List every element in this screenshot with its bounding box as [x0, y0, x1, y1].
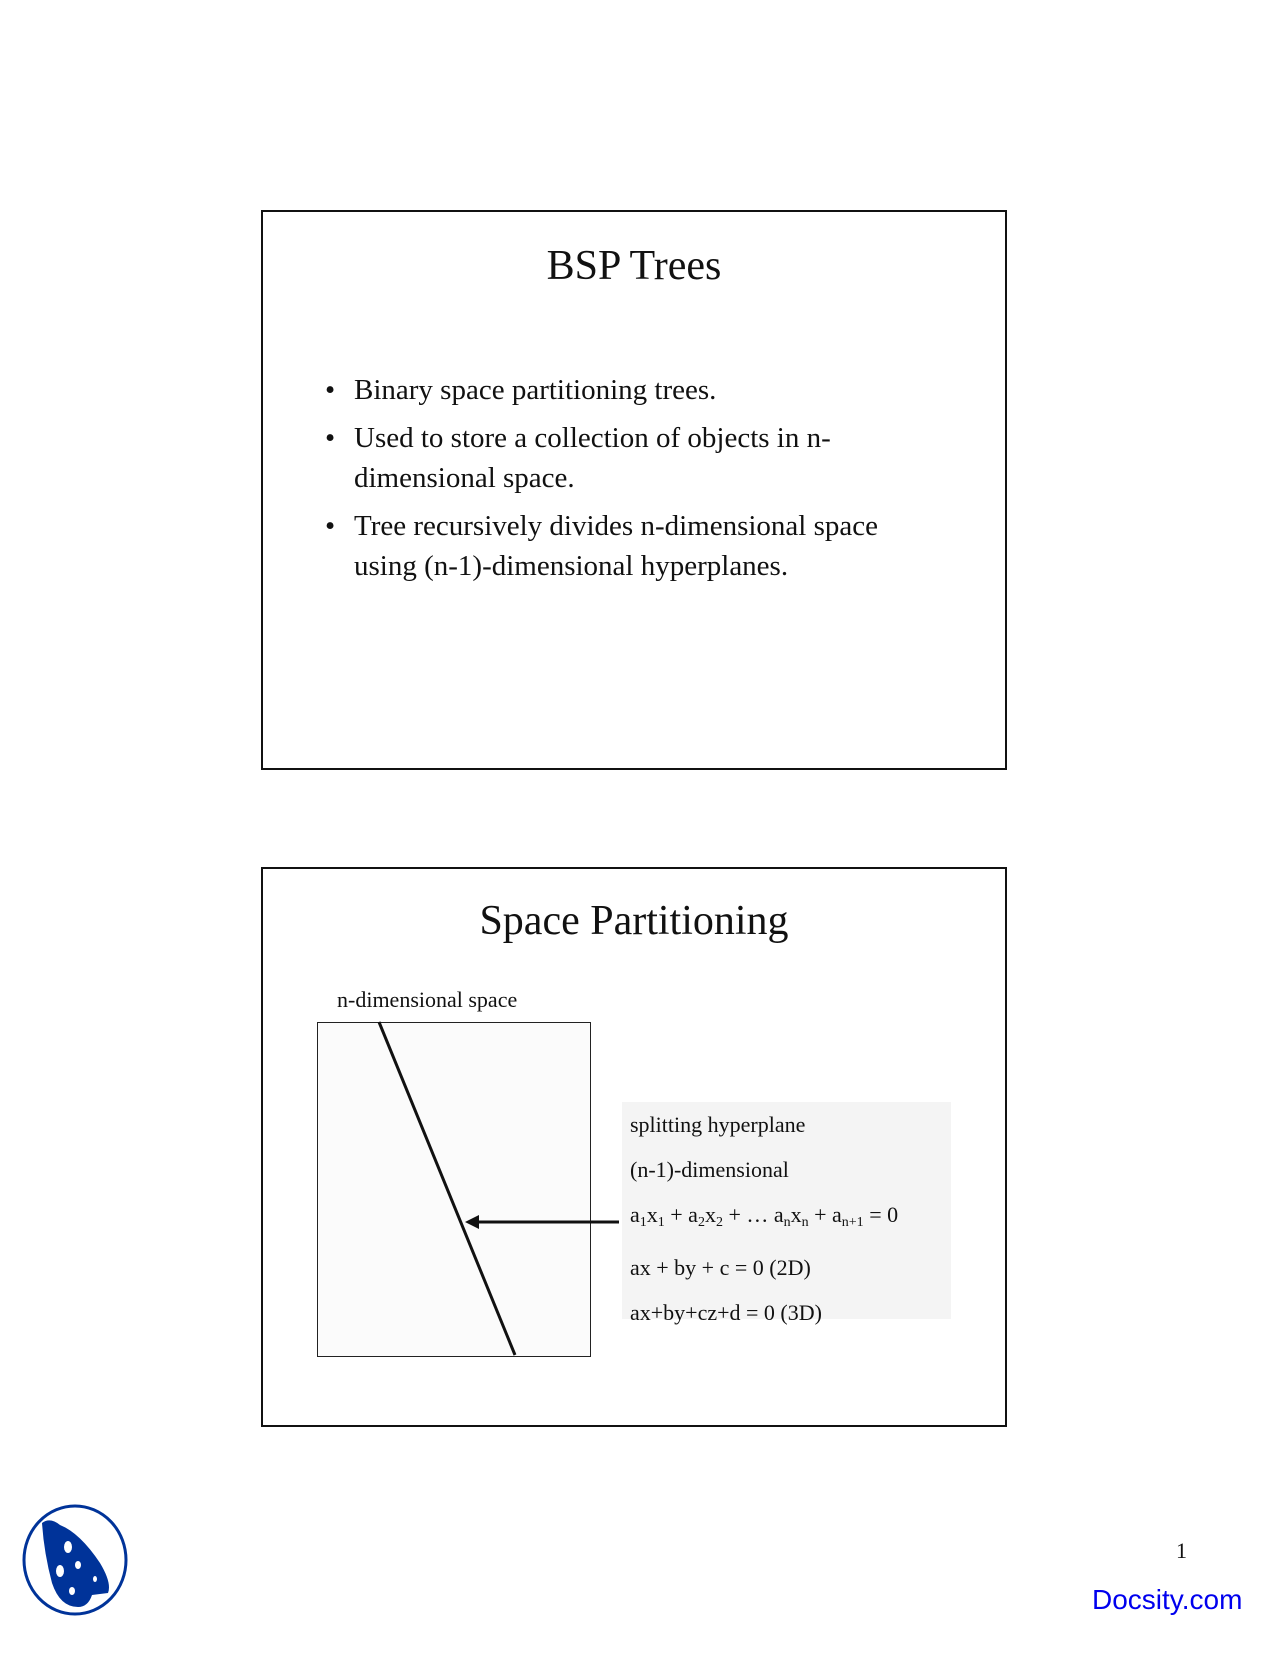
slide-space-partitioning: [261, 867, 1007, 1427]
callout-line: (n-1)-dimensional: [630, 1157, 789, 1182]
slide-title: BSP Trees: [546, 243, 722, 289]
page-number: 1: [1176, 1538, 1187, 1563]
callout-line: splitting hyperplane: [630, 1112, 806, 1137]
slide-bsp-trees: [261, 210, 1007, 770]
bullet-item: • Tree recursively divides n-dimensional space using (n-1)-dimensional hyperplanes.: [325, 506, 945, 586]
hyperplane-line: [379, 1022, 515, 1355]
docsity-link[interactable]: Docsity.com: [1092, 1584, 1243, 1615]
equation-2d: ax + by + c = 0 (2D): [630, 1255, 811, 1280]
docsity-logo-icon: [20, 1503, 130, 1617]
arrow-head-icon: [465, 1215, 479, 1229]
slide-title: Space Partitioning: [479, 898, 789, 944]
diagram-lines: [263, 869, 1005, 1425]
bullet-item: • Used to store a collection of objects in n-dimensional space.: [325, 418, 945, 498]
bullet-list: [325, 370, 945, 594]
equation-3d: ax+by+cz+d = 0 (3D): [630, 1300, 822, 1325]
space-label: n-dimensional space: [337, 987, 518, 1012]
equation-general: $a_1x_1 + a_2x_2$ + … $a_nx_n + a_{n+1} = 0$: [630, 1202, 899, 1230]
bullet-item: • Binary space partitioning trees.: [325, 370, 945, 410]
